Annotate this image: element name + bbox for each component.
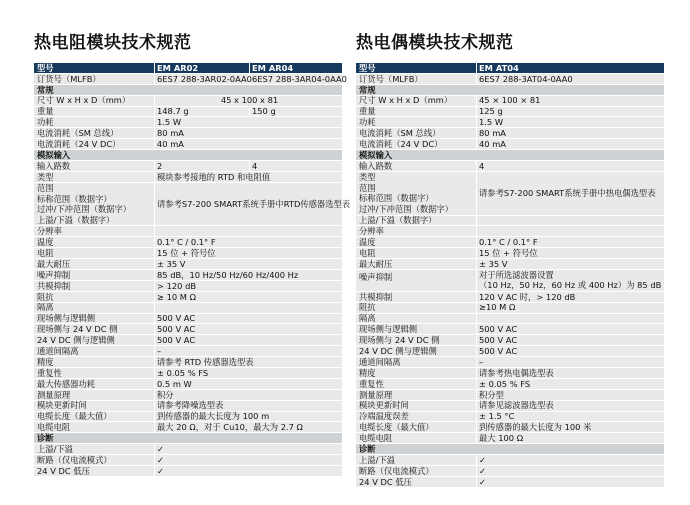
spec-label: 尺寸 W x H x D（mm） [37,95,131,106]
spec-row [34,346,342,357]
spec-label: 现场侧与 24 V DC 侧 [37,324,118,335]
header-row [34,63,342,74]
spec-row [356,412,664,423]
spec-value: – [157,345,162,356]
spec-row [34,368,342,379]
spec-label: 隔离 [37,302,54,313]
spec-value: 40 mA [157,139,184,150]
spec-label: 模块更新时间 [37,400,87,411]
spec-value: ✓ [479,476,486,487]
spec-row [356,107,664,118]
spec-row [356,216,664,227]
spec-row [356,466,664,477]
spec-label: 精度 [359,367,376,378]
spec-value: > 120 dB [157,280,197,291]
section-title: 常规 [359,84,376,95]
spec-row [356,324,664,335]
spec-label: 测量原理 [359,389,393,400]
spec-label-group [37,183,131,226]
spec-row [34,128,342,139]
spec-row [356,74,664,85]
spec-row [34,139,342,150]
spec-label: 上溢/下溢 [359,454,395,465]
spec-label: 最大耐压 [359,258,393,269]
spec-value: ≥ 10 M Ω [157,291,196,302]
spec-value: ✓ [157,465,164,476]
spec-label: 标称范围（数据字） [37,193,112,204]
spec-label: 24 V DC 侧与逻辑侧 [359,346,437,356]
spec-value: 15 位 + 符号位 [479,247,538,258]
spec-value: 500 V AC [157,324,196,335]
spec-label: 电流消耗（24 V DC） [37,139,121,150]
spec-row [34,226,342,237]
spec-label: 24 V DC 侧与逻辑侧 [37,335,115,346]
section-row [356,444,664,455]
spec-row [34,161,342,172]
section-title: 诊断 [359,444,376,455]
spec-label: 阻抗 [359,302,376,313]
spec-label: 现场侧与逻辑侧 [37,313,96,324]
spec-value: 125 g [479,106,503,117]
spec-value-multiline [479,270,664,291]
spec-value: 500 V AC [157,313,196,324]
spec-label: 订货号（MLFB） [37,73,101,84]
spec-label: 最大耐压 [37,258,71,269]
spec-row [34,324,342,335]
spec-value: 148.7 g [157,106,189,117]
spec-label: 订货号（MLFB） [359,73,423,84]
spec-label: 隔离 [359,313,376,324]
spec-label: 通道间隔离 [359,356,401,367]
thermocouple-spec-title: 热电偶模块技术规范 [356,33,514,53]
spec-label: 电缆长度（最大值） [359,422,434,433]
spec-label: 噪声抑制 [37,269,71,280]
spec-label: 上溢/下溢（数据字） [359,215,437,226]
spec-value: 80 mA [479,128,506,139]
spec-label: 电阻 [359,247,376,258]
spec-value: 积分型 [479,389,504,400]
spec-value-merged: 模块参考接地的 RTD 和电阻值 [157,171,271,182]
spec-value: 45 × 100 × 81 [479,95,541,106]
spec-row [356,401,664,412]
spec-label: 噪声抑制 [359,272,393,283]
spec-value-secondary: EM AR04 [252,62,294,73]
spec-row [34,455,342,466]
spec-row [34,107,342,118]
spec-row [34,96,342,107]
spec-label: 电流消耗（SM 总线） [359,128,441,139]
spec-value: ✓ [157,444,164,454]
spec-row [356,433,664,444]
spec-label: 类型 [359,172,376,183]
spec-row [356,161,664,172]
spec-row [356,477,664,488]
spec-value: 500 V AC [157,335,196,346]
spec-label: 功耗 [37,117,54,128]
spec-label: 功耗 [359,117,376,128]
spec-value-line: 对于所选滤波器设置 [479,270,554,280]
spec-label: 重量 [359,106,376,117]
spec-value: 0.5 m W [157,378,192,389]
spec-value: 80 mA [157,128,184,139]
section-title: 诊断 [37,433,54,444]
section-title: 模拟输入 [359,149,393,160]
spec-value: 6ES7 288-3AR02-0AA0 [157,73,252,84]
spec-value-merged: 请参考热电偶选型表 [479,367,554,378]
spec-label: 过冲/下冲范围（数据字） [359,204,454,214]
spec-label: 类型 [37,171,54,182]
spec-value: 0.1° C / 0.1° F [157,237,216,248]
spec-row [34,444,342,455]
spec-value-merged: 最大 20 Ω，对于 Cu10，最大为 2.7 Ω [157,422,303,433]
spec-row [34,401,342,412]
spec-row [34,390,342,401]
rtd-spec-table [34,62,351,477]
section-row [34,150,342,161]
spec-label: 重复性 [37,367,62,378]
spec-row [34,412,342,423]
spec-label: 24 V DC 低压 [359,476,412,487]
spec-row [356,292,664,303]
spec-label: 模块更新时间 [359,400,409,411]
spec-label: 型号 [359,62,376,73]
spec-row [356,226,664,237]
section-title: 模拟输入 [37,149,71,160]
spec-value: 最大 100 Ω [479,433,524,444]
spec-row [356,368,664,379]
spec-value: ✓ [157,454,164,465]
spec-row [356,270,664,292]
section-title: 常规 [37,84,54,95]
spec-row [34,117,342,128]
spec-label: 重复性 [359,378,384,389]
spec-row [356,390,664,401]
spec-value: – [479,356,484,367]
spec-row [34,259,342,270]
spec-label: 24 V DC 低压 [37,465,90,476]
spec-row [356,422,664,433]
spec-label: 输入路数 [359,160,393,171]
spec-label: 重量 [37,106,54,117]
spec-value: ✓ [479,465,486,476]
spec-row [356,172,664,216]
spec-value: ± 0.05 % FS [157,367,209,378]
spec-label: 现场侧与逻辑侧 [359,324,418,335]
spec-value-merged: 请参见滤波器选型表 [479,400,554,411]
spec-value-line: （10 Hz，50 Hz，60 Hz 或 400 Hz）为 85 dB [479,280,662,291]
spec-row [356,248,664,259]
spec-label: 温度 [37,237,54,248]
spec-value: 500 V AC [479,346,518,356]
spec-label: 过冲/下冲范围（数据字） [37,204,132,215]
spec-value: EM AT04 [479,62,519,73]
spec-value: 500 V AC [479,324,518,335]
spec-label: 共模抑制 [37,280,71,291]
spec-row [34,248,342,259]
spec-label: 电流消耗（SM 总线） [37,128,119,139]
section-row [356,85,664,96]
spec-label: 温度 [359,237,376,248]
spec-value-merged: 到传感器的最大长度为 100 米 [479,422,592,433]
spec-row [356,128,664,139]
spec-label: 上溢/下溢（数据字） [37,214,115,225]
spec-value: 4 [479,160,485,171]
spec-value: 1.5 W [479,117,504,128]
spec-row [34,357,342,368]
spec-label: 范围 [37,182,54,193]
spec-row [356,259,664,270]
spec-label: 分辨率 [37,226,62,237]
spec-value: 6ES7 288-3AT04-0AA0 [479,73,573,84]
spec-row [356,346,664,357]
spec-value-merged: 到传感器的最大长度为 100 m [157,411,270,422]
section-row [34,85,342,96]
spec-value-secondary: 6ES7 288-3AR04-0AA0 [252,73,347,84]
spec-value-secondary: 150 g [252,106,276,117]
spec-row [34,237,342,248]
spec-value: ± 35 V [157,258,186,269]
spec-label: 阻抗 [37,291,54,302]
spec-value-merged: 请参考降噪选型表 [157,400,224,411]
spec-label: 分辨率 [359,226,384,237]
spec-label: 标称范围（数据字） [359,193,434,204]
spec-value: EM AR02 [157,62,199,73]
spec-value: 2 [157,160,163,171]
spec-row [356,379,664,390]
spec-row [34,73,347,85]
spec-row [34,335,342,346]
spec-value: 120 V AC 时，> 120 dB [479,291,576,302]
spec-row [34,292,342,303]
spec-label: 输入路数 [37,160,71,171]
spec-value: ≥10 M Ω [479,302,516,313]
spec-value: 0.1° C / 0.1° F [479,237,538,248]
spec-label: 上溢/下溢 [37,444,73,454]
spec-row [356,455,664,466]
spec-label: 精度 [37,356,54,367]
spec-value: 40 mA [479,139,506,150]
spec-value: 500 V AC [479,335,518,346]
spec-row [34,314,342,325]
spec-value-merged: 请参考S7-200 SMART系统手册中RTD传感器选型表 [157,198,351,209]
spec-label: 电缆电阻 [37,422,71,433]
rtd-spec-title: 热电阻模块技术规范 [34,33,192,53]
spec-label: 电流消耗（24 V DC） [359,139,443,150]
spec-row [356,303,664,314]
spec-label: 通道间隔离 [37,345,79,356]
spec-row [34,422,342,433]
spec-label: 冷端温度误差 [359,411,409,422]
spec-label: 测量原理 [37,389,71,400]
spec-label: 断路（仅电流模式） [37,454,112,465]
spec-label: 断路（仅电流模式） [359,465,434,476]
spec-label: 型号 [37,62,54,73]
spec-label: 共模抑制 [359,291,393,302]
spec-label: 现场侧与 24 V DC 侧 [359,335,440,346]
spec-row [34,466,342,477]
spec-value: 积分 [157,389,174,400]
spec-label-group [359,172,453,215]
spec-value-merged: 请参考S7-200 SMART系统手册中热电偶选型表 [479,188,656,199]
section-row [356,150,664,161]
spec-label: 最大传感器功耗 [37,378,96,389]
spec-row [356,335,664,346]
spec-row [34,182,351,227]
spec-value: 15 位 + 符号位 [157,247,216,258]
spec-value-merged: 85 dB，10 Hz/50 Hz/60 Hz/400 Hz [157,269,299,280]
spec-row [356,139,664,150]
spec-row [356,117,664,128]
spec-row [34,303,342,314]
spec-value: ± 1.5 °C [479,411,515,422]
spec-row [356,314,664,325]
header-row [356,63,664,74]
spec-row [34,281,342,292]
spec-row [356,357,664,368]
spec-row [34,270,342,281]
spec-value: 1.5 W [157,117,182,128]
spec-label: 尺寸 W x H x D（mm） [359,95,453,106]
spec-label: 电阻 [37,247,54,258]
thermocouple-spec-table [356,63,664,488]
spec-value: ± 0.05 % FS [479,378,531,389]
spec-label: 范围 [359,182,376,193]
spec-row [34,172,342,183]
spec-value: ± 35 V [479,258,508,269]
spec-row [356,96,664,107]
spec-value-merged: 45 x 100 x 81 [220,95,279,106]
spec-label: 电缆长度（最大值） [37,411,112,422]
spec-value-merged: 请参考 RTD 传感器选型表 [157,356,254,367]
spec-label-group [359,270,392,291]
spec-row [356,237,664,248]
spec-row [34,379,342,390]
section-row [34,433,342,444]
spec-label: 电缆电阻 [359,433,393,444]
spec-value: ✓ [479,454,486,465]
spec-value-secondary: 4 [252,160,258,171]
